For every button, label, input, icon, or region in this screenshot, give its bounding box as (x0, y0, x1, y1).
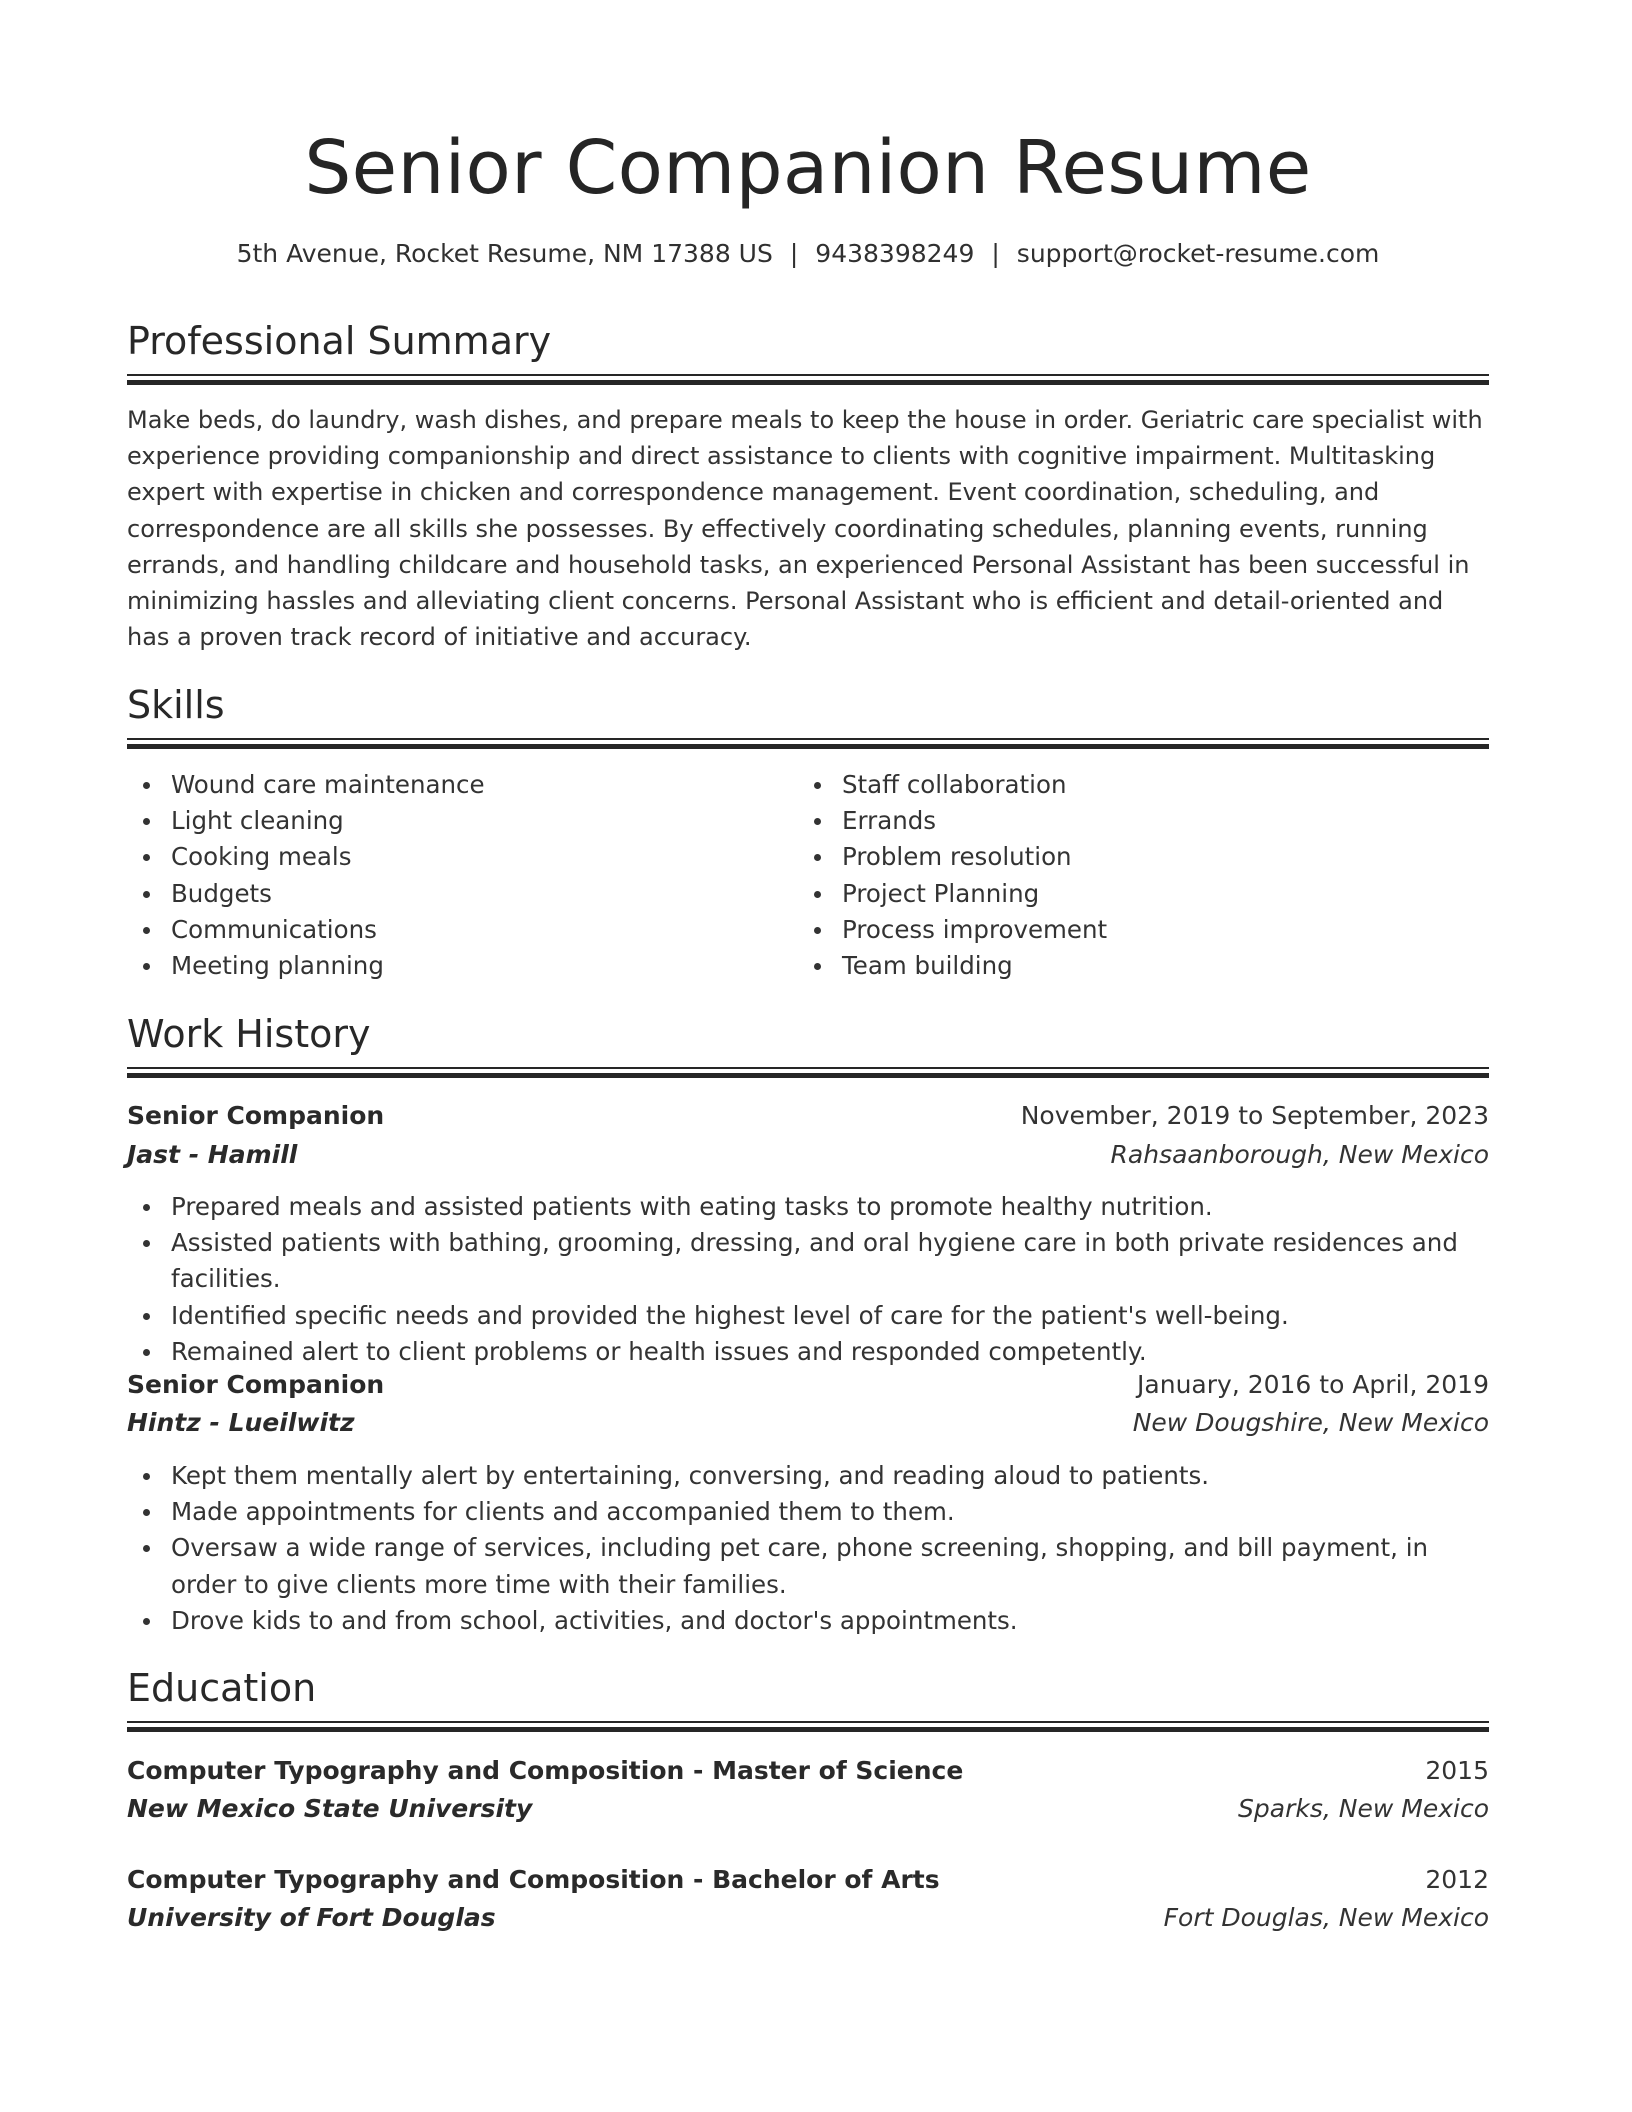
skill-item: Process improvement (798, 912, 1398, 948)
skill-item: Communications (127, 912, 727, 948)
school-name: New Mexico State University (127, 1794, 533, 1823)
degree-title: Computer Typography and Composition - Bachelor of Arts (127, 1865, 940, 1894)
degree-title: Computer Typography and Composition - Master of Science (127, 1756, 964, 1785)
job-location: New Dougshire, New Mexico (1132, 1408, 1489, 1437)
job-dates: November, 2019 to September, 2023 (1020, 1101, 1489, 1130)
job-dates: January, 2016 to April, 2019 (1137, 1370, 1489, 1399)
degree-year: 2012 (1425, 1865, 1489, 1894)
skills-list-right (798, 767, 1398, 984)
section-divider (127, 374, 1489, 385)
skill-item: Light cleaning (127, 803, 727, 839)
skill-item: Wound care maintenance (127, 767, 727, 803)
job-title: Senior Companion (127, 1101, 385, 1130)
degree-year: 2015 (1425, 1756, 1489, 1785)
job-duties-list (127, 1189, 1489, 1370)
summary-text: Make beds, do laundry, wash dishes, and prepare meals to keep the house in order. Geriatric care specialist with experience providing companionship and direct assistance to clients with cognitive impairment. Multitasking expert with expertise in chicken and correspondence management. Event coordination, scheduling, and correspondence are all skills she possesses. By effectively coordinating schedules, planning events, running errands, and handling childcare and household tasks, an experienced Personal Assistant has been successful in minimizing hassles and alleviating client concerns. Personal Assistant who is efficient and detail-oriented and has a proven track record of initiative and accuracy. (127, 406, 1483, 652)
school-location: Sparks, New Mexico (1238, 1794, 1489, 1823)
contact-separator: | (789, 239, 799, 268)
job-title: Senior Companion (127, 1370, 385, 1399)
job-duty: Remained alert to client problems or health issues and responded competently. (127, 1334, 1489, 1370)
contact-address: 5th Avenue, Rocket Resume, NM 17388 US (236, 239, 773, 268)
contact-phone: 9438398249 (815, 239, 975, 268)
skill-item: Cooking meals (127, 839, 727, 875)
section-title-skills: Skills (127, 683, 225, 727)
skill-item: Problem resolution (798, 839, 1398, 875)
section-title-summary: Professional Summary (127, 319, 552, 363)
skill-item: Errands (798, 803, 1398, 839)
skill-item: Budgets (127, 876, 727, 912)
contact-separator: | (991, 239, 1000, 268)
job-duties-list (127, 1458, 1489, 1639)
job-duty: Drove kids to and from school, activities, and doctor's appointments. (127, 1603, 1489, 1639)
skill-item: Meeting planning (127, 948, 727, 984)
school-location: Fort Douglas, New Mexico (1163, 1903, 1489, 1932)
job-duty: Kept them mentally alert by entertaining, conversing, and reading aloud to patients. (127, 1458, 1489, 1494)
job-duty: Prepared meals and assisted patients with eating tasks to promote healthy nutrition. (127, 1189, 1489, 1225)
job-company: Jast - Hamill (127, 1140, 298, 1169)
skills-list-left (127, 767, 727, 984)
job-duty: Assisted patients with bathing, grooming, dressing, and oral hygiene care in both private residences and facilities. (127, 1225, 1489, 1297)
school-name: University of Fort Douglas (127, 1903, 496, 1932)
section-divider (127, 1067, 1489, 1078)
job-duty: Identified specific needs and provided the highest level of care for the patient's well-being. (127, 1298, 1489, 1334)
contact-email[interactable]: support@rocket-resume.com (1016, 239, 1380, 268)
section-divider (127, 738, 1489, 749)
resume-name: Senior Companion Resume (304, 125, 1312, 211)
contact-line (127, 236, 1489, 272)
section-title-work: Work History (127, 1012, 371, 1056)
section-title-education: Education (127, 1666, 317, 1710)
job-duty: Oversaw a wide range of services, including pet care, phone screening, shopping, and bill payment, in order to give clients more time with their families. (127, 1530, 1489, 1602)
job-company: Hintz - Lueilwitz (127, 1408, 355, 1437)
section-divider (127, 1721, 1489, 1732)
skill-item: Staff collaboration (798, 767, 1398, 803)
job-location: Rahsaanborough, New Mexico (1110, 1140, 1489, 1169)
job-duty: Made appointments for clients and accompanied them to them. (127, 1494, 1489, 1530)
skill-item: Project Planning (798, 876, 1398, 912)
skill-item: Team building (798, 948, 1398, 984)
